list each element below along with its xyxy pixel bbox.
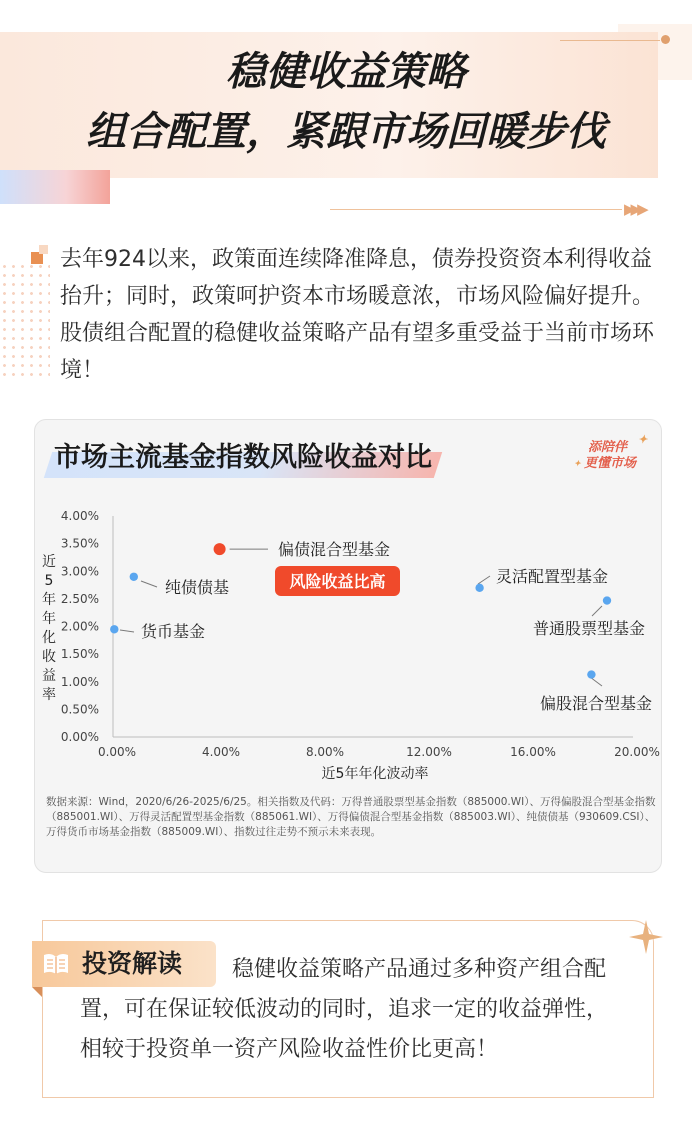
y-tick-label: 3.00% [60,564,99,579]
y-tick-label: 2.50% [60,591,99,606]
interpretation-tag-label: 投资解读 [82,949,183,978]
chart-title: 市场主流基金指数风险收益对比 [54,442,432,473]
y-tick-label: 2.00% [60,619,99,634]
y-tick-label: 3.50% [60,536,99,551]
point-label: 货币基金 [141,622,206,641]
sparkle-star-icon [629,920,663,954]
y-axis-label-char: 收 [42,649,56,665]
point-label: 普通股票型基金 [532,619,645,638]
leader-line [141,581,157,587]
point-label: 偏股混合型基金 [539,694,652,713]
intro-paragraph: 去年924以来，政策面连续降准降息，债券投资资本利得收益抬升；同时，政策呵护资本市场暖意浓，市场风险偏好提升。股债组合配置的稳健收益策略产品有望多重受益于当前市场环境！ [60,247,655,383]
page-title-line1: 稳健收益策略 [226,48,466,95]
y-tick-label: 4.00% [60,509,99,523]
data-point [475,584,483,592]
sparkle-icon: ✦ [638,433,648,446]
y-tick-label: 1.00% [60,674,99,689]
interpretation-text: 稳健收益策略产品通过多种资产组合配置，可在保证较低波动的同时，追求一定的收益弹性，相较于投资单一资产风险收益性价比更高！ [80,957,609,1062]
y-axis-label [42,554,56,703]
y-axis-label-char: 益 [42,668,56,684]
page-title-line2: 组合配置，紧跟市场回暖步伐 [86,108,606,155]
x-tick-label: 8.00% [305,745,345,759]
sparkle-icon: ✦ [574,458,581,468]
y-tick-label: 1.50% [60,647,99,662]
open-book-icon [42,950,70,978]
x-tick-label: 4.00% [201,745,241,759]
y-tick-label: 0.50% [60,702,99,717]
data-point [587,670,595,678]
x-tick-label: 20.00% [614,745,660,759]
y-axis-label-char: 年 [42,592,56,608]
leader-line [120,630,134,632]
y-tick-label: 0.00% [60,730,99,744]
y-axis-label-char: 近 [42,554,56,570]
leader-line [478,576,490,584]
y-axis-label-char: 率 [42,687,56,703]
annotation-text: 风险收益比高 [289,572,386,591]
y-axis-label-char: 化 [42,630,56,646]
data-point [603,596,611,604]
x-axis-label: 近5年年化波动率 [321,766,429,782]
x-tick-label: 0.00% [97,745,137,759]
data-point [214,543,226,555]
data-point [110,625,118,633]
x-tick-label: 16.00% [510,745,556,759]
leader-line [592,606,602,616]
x-tick-label: 12.00% [406,745,452,759]
point-label: 灵活配置型基金 [496,567,609,586]
stamp-line2: 更懂市场 [584,456,637,471]
data-point [130,573,138,581]
point-label: 偏债混合型基金 [278,540,391,559]
y-axis-label-char: 年 [42,611,56,627]
data-source-note: 数据来源：Wind，2020/6/26-2025/6/25。相关指数及代码：万得普通股票型基金指数（885000.WI）、万得偏股混合型基金指数（885001.WI）、万得灵活配置型基金指数（885061.WI）、万得偏债混合型基金指数（885003.WI）、纯债债基（930609.CSI）、万得货币市场基金指数（885009.WI）、指数过往走势不预示未来表现。 [46,796,656,838]
stamp-line1: 添陪伴 [588,440,628,455]
point-label: 纯债债基 [165,578,230,597]
y-axis-label-char: 5 [44,573,54,589]
triple-arrow-icon: ▶▶▶ [624,200,644,218]
